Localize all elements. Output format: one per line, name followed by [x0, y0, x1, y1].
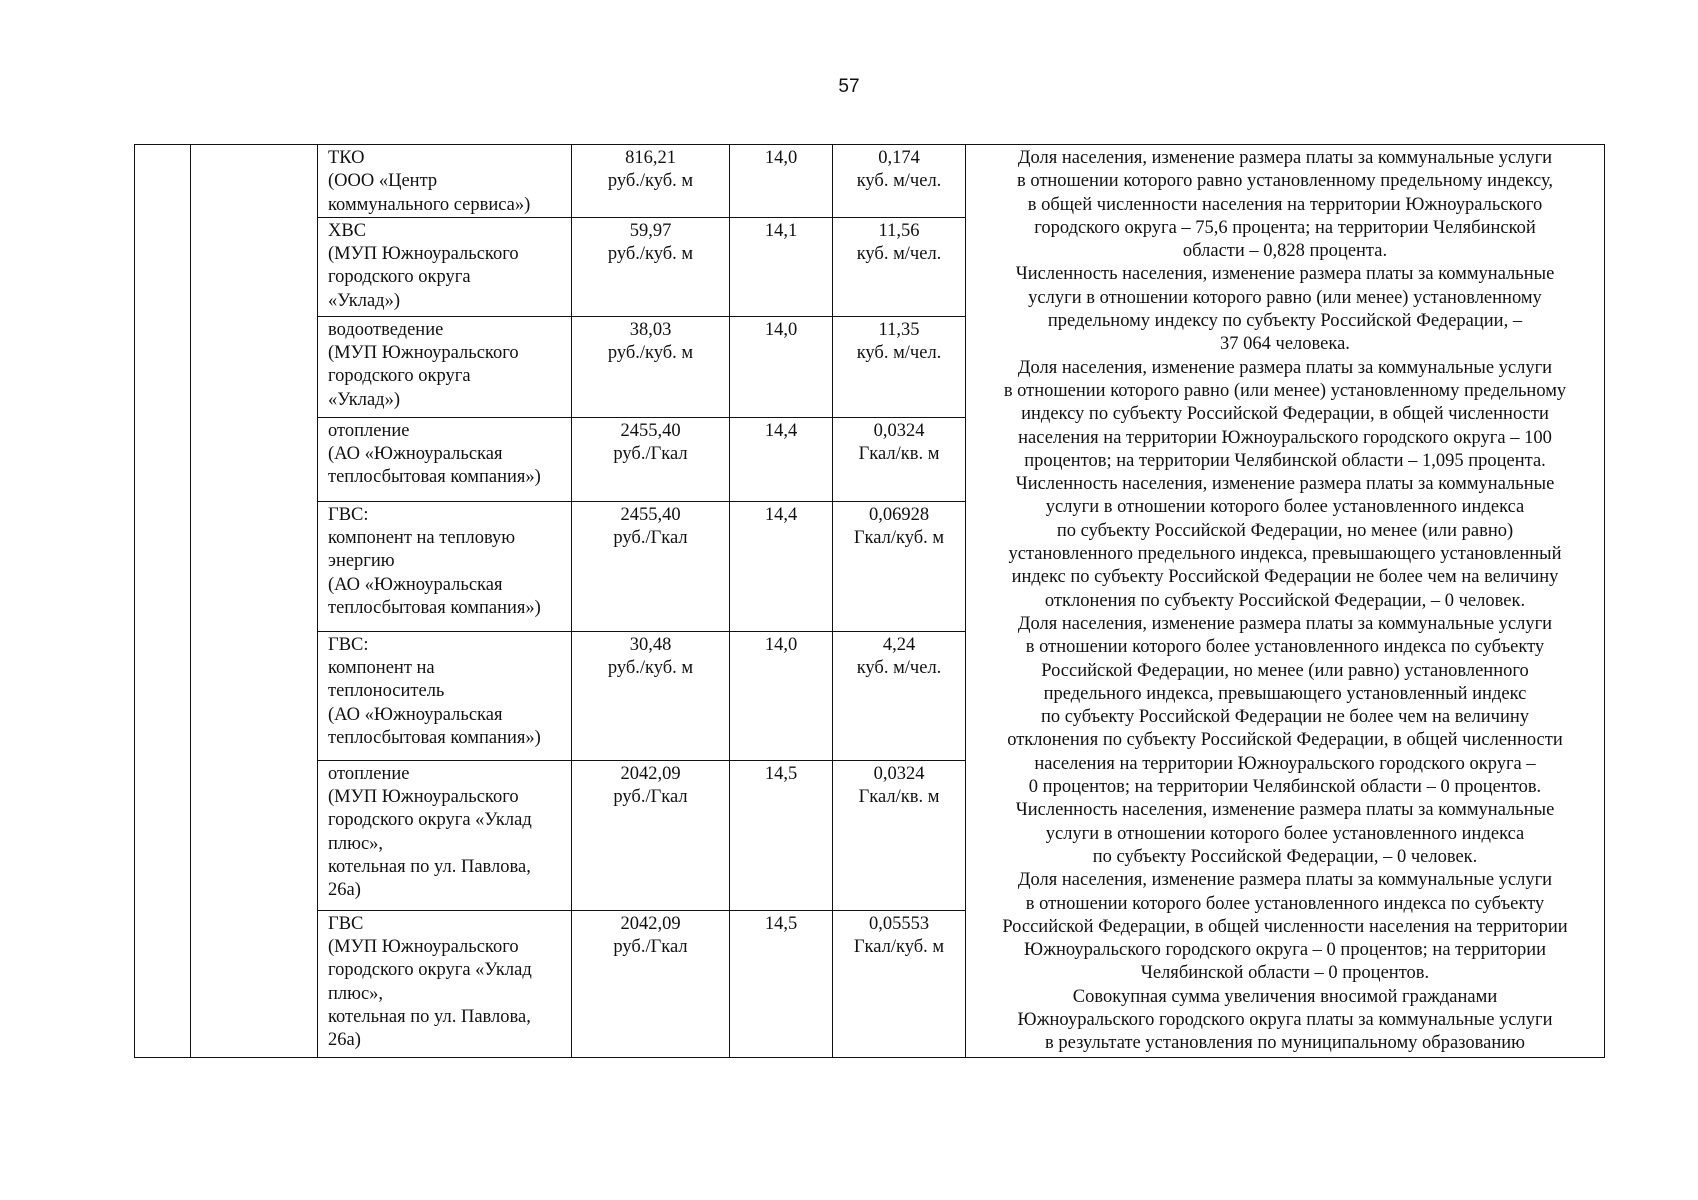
note-line: по субъекту Российской Федерации не более чем на величину — [1040, 707, 1530, 728]
service-line: компонент на тепловую — [328, 528, 516, 549]
service-line: отопление — [328, 763, 410, 784]
note-line: индекс по субъекту Российской Федерации не более чем на величину — [1011, 567, 1559, 588]
tariff-value: 2042,09 — [620, 763, 681, 784]
service-line: ГВС: — [328, 634, 369, 655]
service-line: (АО «Южноуральская — [328, 444, 503, 465]
tariff-cell — [572, 145, 730, 218]
index-cell — [730, 417, 833, 501]
service-cell — [318, 631, 572, 760]
note-line: в результате установления по муниципальному образованию — [1045, 1033, 1525, 1054]
service-line: 26а) — [328, 1030, 361, 1051]
service-line: (МУП Южноуральского — [328, 343, 519, 364]
index-value: 14,0 — [764, 319, 798, 340]
service-line: плюс», — [328, 983, 384, 1004]
index-cell — [730, 910, 833, 1057]
norm-value: 0,174 — [878, 148, 920, 168]
note-line: Челябинской области – 0 процентов. — [1140, 963, 1430, 984]
service-line: (АО «Южноуральская — [328, 574, 503, 595]
note-line: Доля населения, изменение размера платы за коммунальные услуги — [1017, 357, 1553, 378]
note-line: Российской Федерации, в общей численности населения на территории — [1002, 916, 1568, 937]
tariff-cell — [572, 316, 730, 417]
service-line: теплосбытовая компания») — [328, 728, 541, 749]
service-line: (АО «Южноуральская — [328, 704, 503, 725]
norm-cell — [833, 501, 966, 631]
note-line: в отношении которого более установленного индекса по субъекту — [1025, 893, 1545, 914]
tariff-unit: руб./куб. м — [607, 658, 694, 679]
tariff-cell — [572, 631, 730, 760]
tariff-cell — [572, 417, 730, 501]
index-cell — [730, 760, 833, 910]
norm-unit: куб. м/чел. — [856, 343, 942, 364]
note-line: Российской Федерации, но менее (или равно) установленного — [1041, 660, 1529, 681]
tariff-unit: руб./Гкал — [613, 444, 688, 465]
note-line: Численность населения, изменение размера платы за коммунальные — [1015, 264, 1555, 285]
tariff-cell — [572, 910, 730, 1057]
service-line: городского округа — [328, 366, 471, 387]
service-cell — [318, 316, 572, 417]
note-line: населения на территории Южноуральского городского округа – 100 — [1018, 427, 1552, 448]
norm-value: 0,05553 — [868, 913, 930, 934]
municipality-cell — [191, 145, 318, 1058]
service-line: городского округа — [328, 267, 471, 288]
service-line: теплосбытовая компания») — [328, 467, 541, 488]
tariff-table — [134, 144, 1605, 1058]
note-line: в отношении которого равно (или менее) установленному предельному — [1003, 380, 1567, 401]
note-line: отклонения по субъекту Российской Федерации, в общей численности — [1007, 730, 1563, 751]
note-line: в отношении которого равно установленному предельному индексу, — [1016, 171, 1554, 192]
service-line: городского округа «Уклад — [328, 810, 532, 831]
norm-cell — [833, 145, 966, 218]
norm-cell — [833, 417, 966, 501]
norm-cell — [833, 760, 966, 910]
norm-value: 0,06928 — [868, 504, 930, 525]
index-value: 14,4 — [764, 504, 798, 525]
service-cell — [318, 910, 572, 1057]
norm-value: 11,56 — [878, 220, 920, 241]
index-cell — [730, 316, 833, 417]
note-line: услуги в отношении которого более установленного индекса — [1045, 497, 1525, 518]
tariff-value: 2042,09 — [620, 913, 681, 934]
tariff-unit: руб./Гкал — [613, 787, 688, 808]
index-value: 14,5 — [764, 913, 798, 934]
service-line: (МУП Южноуральского — [328, 937, 519, 958]
note-line: отклонения по субъекту Российской Федерации, – 0 человек. — [1044, 590, 1526, 611]
tariff-unit: руб./куб. м — [607, 244, 694, 265]
service-line: «Уклад») — [328, 389, 400, 410]
tariff-value: 30,48 — [629, 634, 672, 655]
note-line: процентов; на территории Челябинской области – 1,095 процента. — [1024, 450, 1546, 471]
service-line: ТКО — [328, 148, 365, 168]
note-line: 37 064 человека. — [1220, 334, 1350, 355]
note-line: индексу по субъекту Российской Федерации, в общей численности — [1021, 404, 1549, 425]
norm-cell — [833, 316, 966, 417]
service-cell — [318, 217, 572, 316]
service-line: (ООО «Центр — [328, 171, 438, 192]
tariff-cell — [572, 501, 730, 631]
service-line: котельная по ул. Павлова, — [328, 1007, 531, 1028]
note-line: Доля населения, изменение размера платы за коммунальные услуги — [1017, 613, 1553, 634]
note-line: услуги в отношении которого более установленного индекса — [1045, 823, 1525, 844]
note-line: Южноуральского городского округа – 0 процентов; на территории — [1023, 940, 1547, 961]
index-cell — [730, 501, 833, 631]
norm-unit: куб. м/чел. — [856, 171, 942, 192]
service-line: компонент на — [328, 658, 435, 679]
service-line: котельная по ул. Павлова, — [328, 857, 531, 878]
service-cell — [318, 760, 572, 910]
service-cell — [318, 145, 572, 218]
norm-value: 0,0324 — [873, 420, 925, 441]
tariff-unit: руб./Гкал — [613, 937, 688, 958]
tariff-value: 2455,40 — [620, 420, 681, 441]
service-line: плюс», — [328, 833, 384, 854]
norm-unit: Гкал/кв. м — [858, 444, 940, 465]
norm-unit: Гкал/куб. м — [853, 528, 945, 549]
service-line: коммунального сервиса») — [328, 194, 531, 215]
index-value: 14,5 — [764, 763, 798, 784]
tariff-cell — [572, 760, 730, 910]
page-number: 57 — [838, 76, 860, 97]
norm-value: 0,0324 — [873, 763, 925, 784]
tariff-value: 38,03 — [629, 319, 672, 340]
index-cell — [730, 145, 833, 218]
note-line: по субъекту Российской Федерации, но менее (или равно) — [1056, 520, 1514, 541]
tariff-value: 2455,40 — [620, 504, 681, 525]
note-line: Численность населения, изменение размера платы за коммунальные — [1015, 474, 1555, 495]
note-line: Численность населения, изменение размера платы за коммунальные — [1015, 800, 1555, 821]
note-line: 0 процентов; на территории Челябинской области – 0 процентов. — [1028, 777, 1542, 798]
service-cell — [318, 417, 572, 501]
index-value: 14,0 — [764, 634, 798, 655]
note-line: услуги в отношении которого равно (или менее) установленному — [1028, 287, 1542, 308]
index-cell — [730, 631, 833, 760]
tariff-value: 59,97 — [629, 220, 672, 241]
service-line: ГВС: — [328, 504, 369, 525]
note-line: Доля населения, изменение размера платы за коммунальные услуги — [1017, 148, 1553, 168]
note-line: области – 0,828 процента. — [1182, 241, 1388, 262]
norm-unit: Гкал/куб. м — [853, 937, 945, 958]
note-line: Совокупная сумма увеличения вносимой гражданами — [1072, 986, 1498, 1007]
note-line: Доля населения, изменение размера платы за коммунальные услуги — [1017, 870, 1553, 891]
norm-unit: Гкал/кв. м — [858, 787, 940, 808]
index-value: 14,1 — [764, 220, 798, 241]
note-line: установленного предельного индекса, превышающего установленный — [1008, 544, 1562, 565]
norm-unit: куб. м/чел. — [856, 658, 942, 679]
service-line: ГВС — [328, 913, 364, 934]
note-line: населения на территории Южноуральского городского округа – — [1034, 753, 1536, 774]
service-cell — [318, 501, 572, 631]
index-cell — [730, 217, 833, 316]
norm-cell — [833, 217, 966, 316]
norm-unit: куб. м/чел. — [856, 244, 942, 265]
note-line: предельного индекса, превышающего установленный индекс — [1043, 683, 1527, 704]
norm-value: 11,35 — [878, 319, 920, 340]
norm-cell — [833, 631, 966, 760]
tariff-unit: руб./куб. м — [607, 343, 694, 364]
service-line: 26а) — [328, 880, 361, 901]
tariff-unit: руб./Гкал — [613, 528, 688, 549]
service-line: энергию — [328, 551, 395, 572]
service-line: ХВС — [328, 220, 367, 241]
service-line: городского округа «Уклад — [328, 960, 532, 981]
table-row — [135, 145, 1605, 218]
note-line: предельному индексу по субъекту Российской Федерации, – — [1047, 311, 1523, 332]
note-line: в общей численности населения на территории Южноуральского — [1027, 194, 1543, 215]
service-line: (МУП Южноуральского — [328, 787, 519, 808]
service-line: теплоноситель — [328, 681, 445, 702]
norm-cell — [833, 910, 966, 1057]
tariff-cell — [572, 217, 730, 316]
service-line: (МУП Южноуральского — [328, 244, 519, 265]
population-note-cell — [966, 145, 1605, 1058]
service-line: отопление — [328, 420, 410, 441]
norm-value: 4,24 — [882, 634, 916, 655]
index-value: 14,0 — [764, 148, 798, 168]
note-line: Южноуральского городского округа платы за коммунальные услуги — [1017, 1009, 1553, 1030]
number-cell — [135, 145, 191, 1058]
tariff-unit: руб./куб. м — [607, 171, 694, 192]
note-line: городского округа – 75,6 процента; на территории Челябинской — [1034, 217, 1536, 238]
tariff-value: 816,21 — [625, 148, 676, 168]
service-line: теплосбытовая компания») — [328, 598, 541, 619]
note-line: в отношении которого более установленного индекса по субъекту — [1025, 637, 1545, 658]
note-line: по субъекту Российской Федерации, – 0 человек. — [1092, 846, 1478, 867]
index-value: 14,4 — [764, 420, 798, 441]
service-line: водоотведение — [328, 319, 444, 340]
service-line: «Уклад») — [328, 290, 400, 311]
